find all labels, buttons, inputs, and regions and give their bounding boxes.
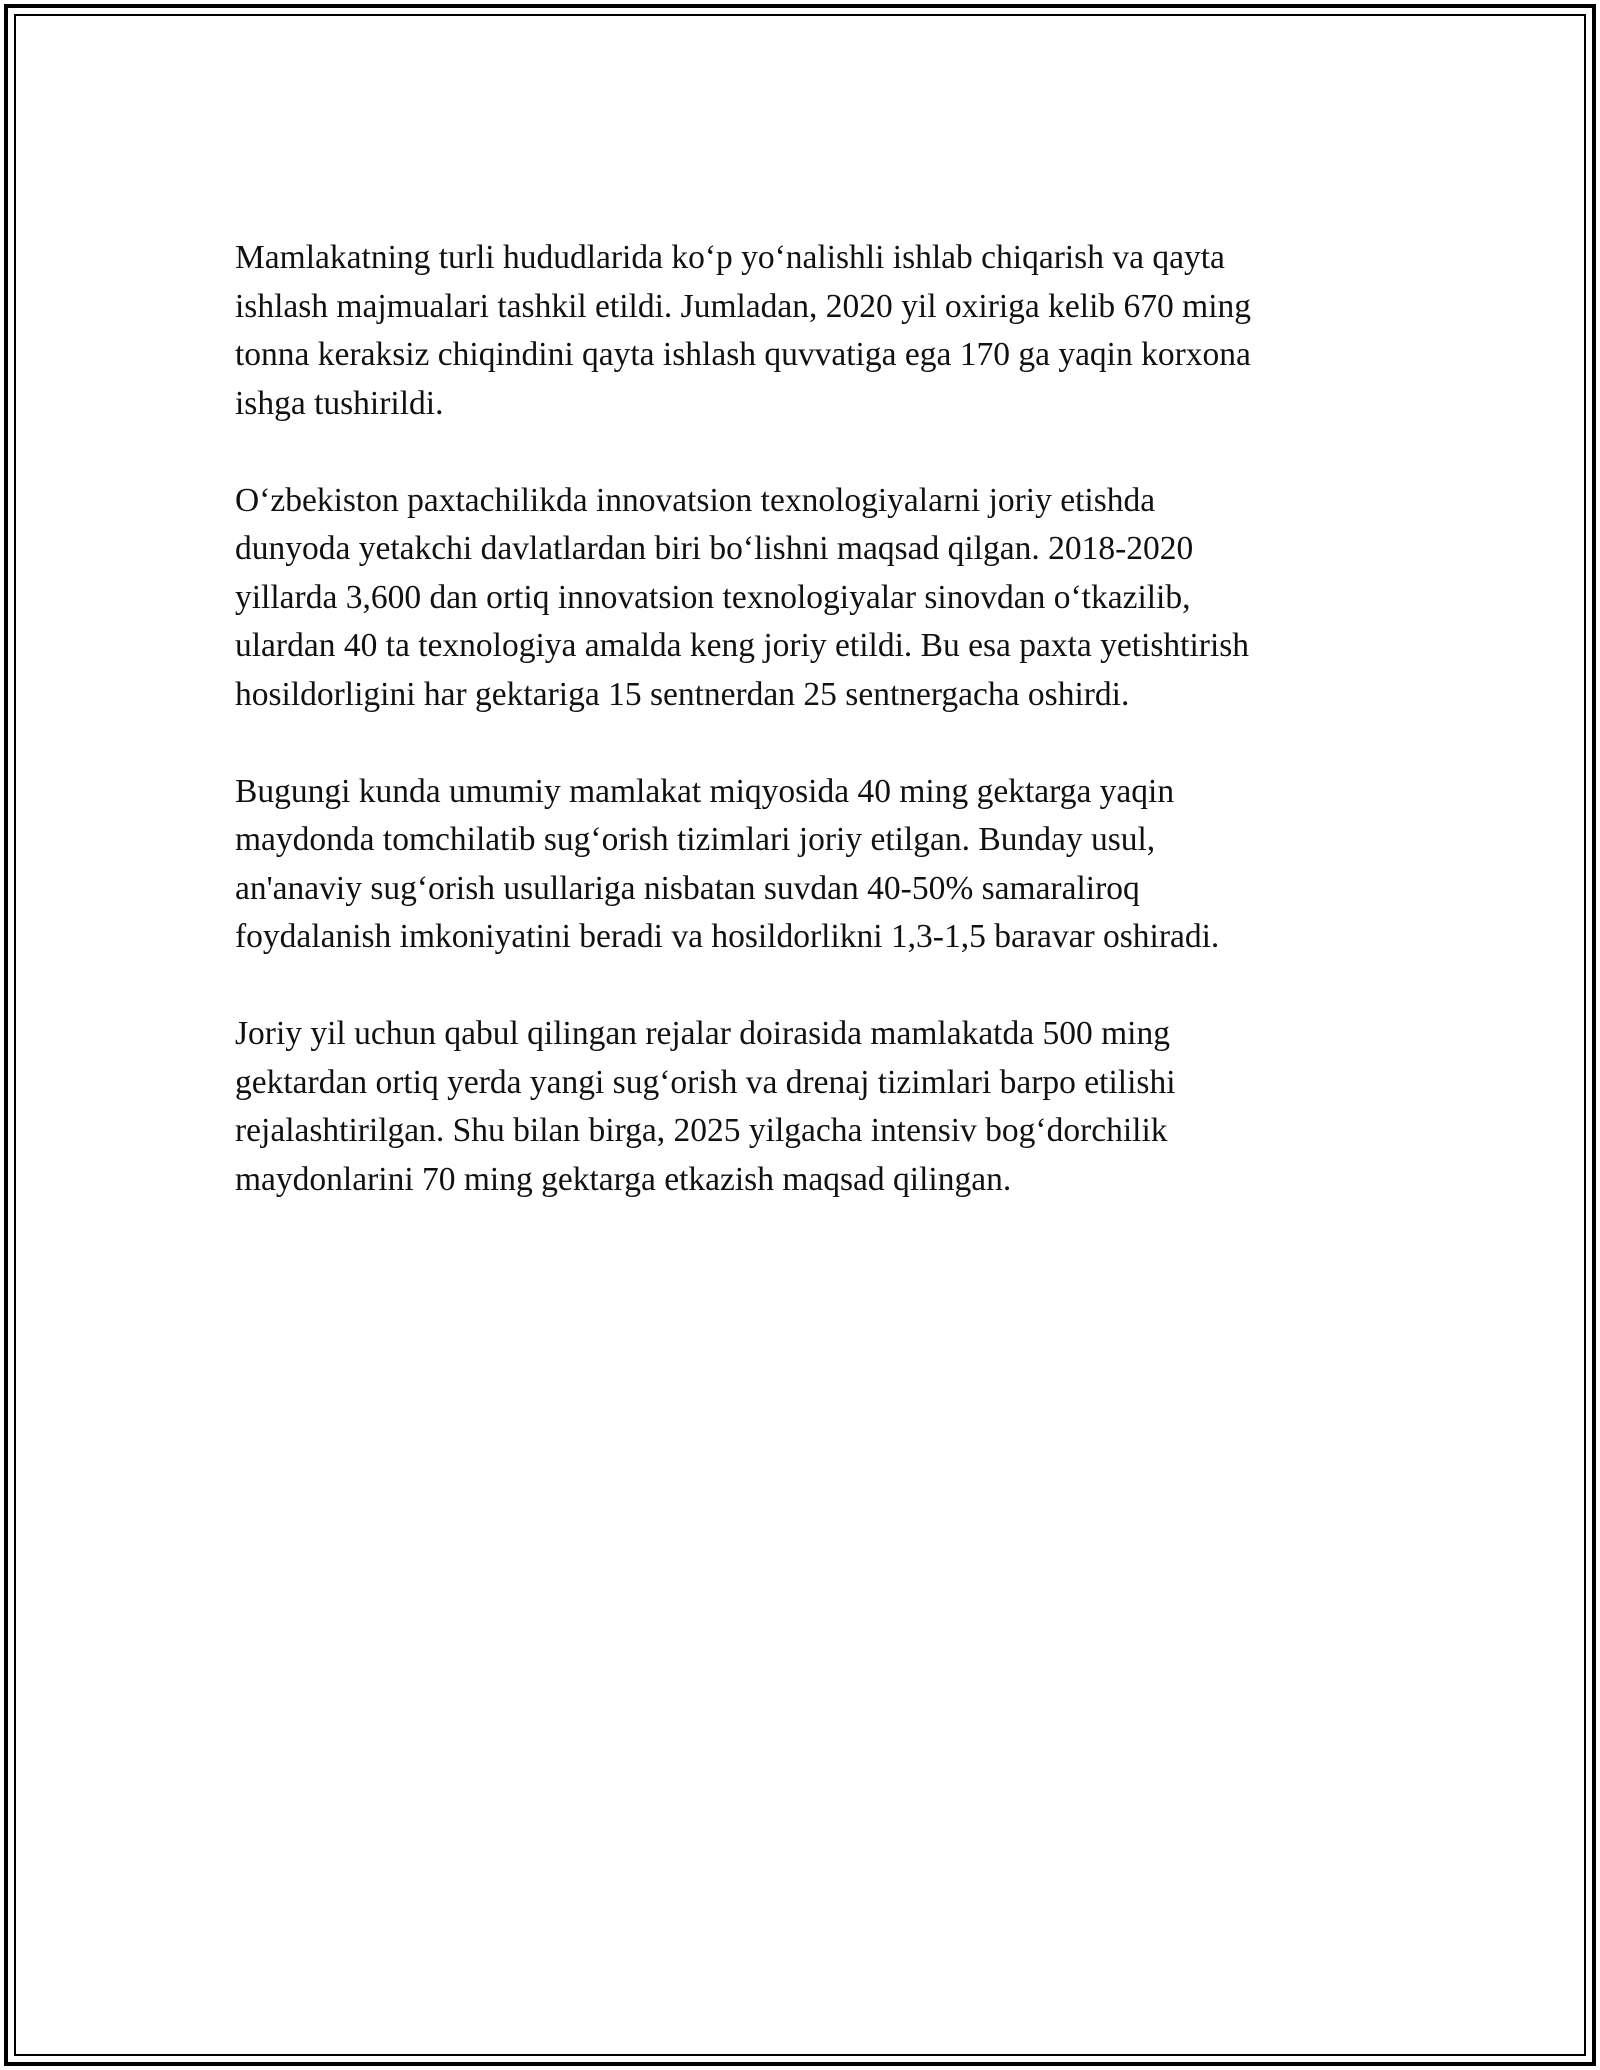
text-line: Mamlakatning turli hududlarida ko‘p yo‘nalishli ishlab chiqarish va qayta (235, 239, 1225, 276)
text-line: ishga tushirildi. (235, 384, 444, 422)
text-line: tonna keraksiz chiqindini qayta ishlash quvvatiga ega 170 ga yaqin korxona (235, 336, 1251, 373)
paragraph-3 (235, 768, 1375, 962)
text-line: foydalanish imkoniyatini beradi va hosildorlikni 1,3-1,5 baravar oshiradi. (235, 918, 1220, 955)
text-line: dunyoda yetakchi davlatlardan biri bo‘lishni maqsad qilgan. 2018-2020 (235, 530, 1194, 567)
paragraph-1 (235, 234, 1375, 428)
text-line: gektardan ortiq yerda yangi sug‘orish va drenaj tizimlari barpo etilishi (235, 1063, 1176, 1101)
text-line: yillarda 3,600 dan ortiq innovatsion texnologiyalar sinovdan o‘tkazilib, (235, 578, 1191, 616)
text-line: Joriy yil uchun qabul qilingan rejalar doirasida mamlakatda 500 ming (235, 1015, 1170, 1052)
text-line: ishlash majmualari tashkil etildi. Jumladan, 2020 yil oxiriga kelib 670 ming (235, 287, 1252, 325)
text-line: an'anaviy sug‘orish usullariga nisbatan suvdan 40-50% samaraliroq (235, 869, 1140, 907)
paragraph-4 (235, 1010, 1375, 1204)
text-line: ulardan 40 ta texnologiya amalda keng joriy etildi. Bu esa paxta yetishtirish (235, 627, 1250, 664)
text-line: maydonda tomchilatib sug‘orish tizimlari joriy etilgan. Bunday usul, (235, 821, 1156, 858)
text-line: Bugungi kunda umumiy mamlakat miqyosida 40 ming gektarga yaqin (235, 772, 1175, 810)
text-line: rejalashtirilgan. Shu bilan birga, 2025 yilgacha intensiv bog‘dorchilik (235, 1112, 1168, 1149)
text-line: maydonlarini 70 ming gektarga etkazish maqsad qilingan. (235, 1160, 1012, 1198)
text-line: O‘zbekiston paxtachilikda innovatsion texnologiyalarni joriy etishda (235, 481, 1156, 519)
paragraph-2 (235, 477, 1375, 720)
document-body (235, 234, 1375, 1253)
text-line: hosildorligini har gektariga 15 sentnerdan 25 sentnergacha oshirdi. (235, 675, 1130, 713)
